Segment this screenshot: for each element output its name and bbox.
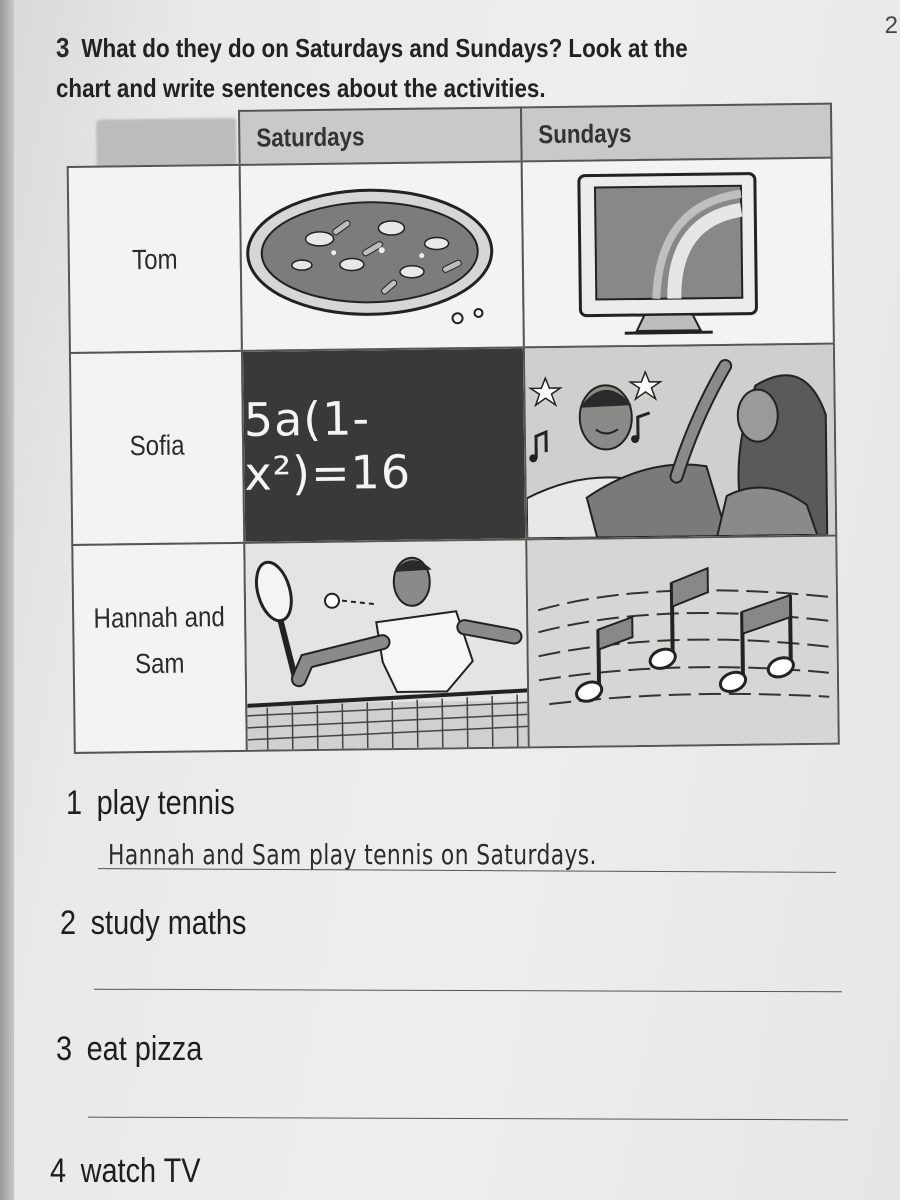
page-edge-shadow [0,0,14,1200]
item-number: 3 [56,1030,73,1068]
cell-hannah-and-sam-sunday [525,535,840,749]
answer-line-3[interactable] [88,1117,848,1121]
exercise-instruction: What do they do on Saturdays and Sundays? Look at the chart and write sentences about the activities. [56,33,688,103]
item-prompt: study maths [90,904,247,942]
row-label-sofia: Sofia [129,429,185,462]
row-label-hannah-and-sam: Hannah and Sam [93,601,225,680]
item-prompt: play tennis [96,784,235,822]
page-number: 2 [884,12,898,39]
exercise-item-2 [60,904,246,943]
item-number: 2 [60,904,77,942]
cell-sofia-saturday [241,346,527,543]
answer-line-2[interactable] [94,989,842,993]
answer-1-handwriting [108,838,597,871]
exercise-item-1 [66,784,235,823]
exercise-number: 3 [56,32,70,63]
item-number: 1 [66,784,83,822]
row-label-cell-hannah-and-sam [71,542,248,754]
exercise-item-4 [50,1152,201,1191]
row-label-cell-tom [67,164,243,354]
item-number: 4 [50,1152,67,1190]
cell-hannah-and-sam-saturday [243,538,530,751]
tennis-player-icon [245,540,527,749]
column-header-saturdays: Saturdays [238,106,523,165]
answer-1-text: Hannah and Sam play tennis on Saturdays. [108,838,597,871]
item-prompt: eat pizza [86,1030,203,1068]
activity-chart [66,103,840,754]
row-label-cell-sofia [69,350,245,546]
cell-tom-saturday [239,160,525,351]
dancing-couple-icon [525,345,835,539]
exercise-header [56,28,710,108]
cell-tom-sunday [521,157,835,349]
pizza-icon [241,162,523,349]
column-header-sundays: Sundays [520,103,833,163]
cell-sofia-sunday [523,343,837,541]
tv-icon [523,159,833,347]
item-prompt: watch TV [80,1152,201,1190]
row-label-tom: Tom [131,243,178,276]
music-notes-icon [527,537,837,747]
exercise-item-3 [56,1030,202,1069]
maths-chalkboard-icon: 5a(1-x²)=16 [243,348,525,541]
